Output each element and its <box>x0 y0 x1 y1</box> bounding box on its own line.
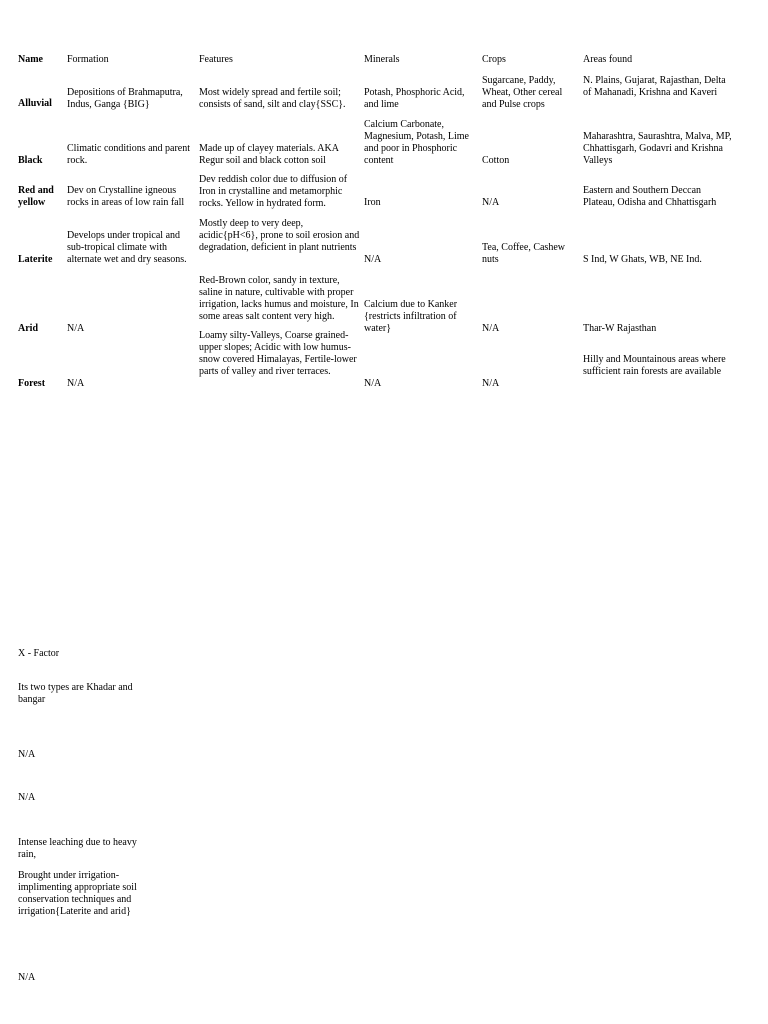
row-name: Red and yellow <box>18 185 54 208</box>
header-formation: Formation <box>67 54 109 65</box>
xfactor-header: X - Factor <box>18 648 60 659</box>
row-features: Red-Brown color, sandy in texture, saline in nature, cultivable with proper irrigation, lacks humus and moisture, In some areas salt content very high. <box>199 275 359 322</box>
header-features: Features <box>199 54 233 65</box>
row-name: Forest <box>18 378 46 389</box>
row-name: Arid <box>18 323 38 334</box>
row-formation: Dev on Crystalline igneous rocks in areas of low rain fall <box>67 185 185 208</box>
row-minerals: Iron <box>364 197 381 208</box>
row-formation: N/A <box>67 378 85 389</box>
row-crops: Cotton <box>482 155 510 166</box>
row-features: Dev reddish color due to diffusion of Iron in crystalline and metamorphic rocks. Yellow in hydrated form. <box>199 174 348 209</box>
row-areas: N. Plains, Gujarat, Rajasthan, Delta of Mahanadi, Krishna and Kaveri <box>583 75 726 98</box>
header-minerals: Minerals <box>364 54 400 65</box>
row-crops: N/A <box>482 323 500 334</box>
xfactor-item: N/A <box>18 972 36 983</box>
row-features: Made up of clayey materials. AKA Regur soil and black cotton soil <box>199 143 339 166</box>
row-areas: Thar-W Rajasthan <box>583 323 657 334</box>
row-areas: Maharashtra, Saurashtra, Malva, MP, Chhattisgarh, Godavri and Krishna Valleys <box>583 131 732 166</box>
header-areas: Areas found <box>583 54 633 65</box>
row-features: Most widely spread and fertile soil; consists of sand, silt and clay{SSC}. <box>199 87 346 110</box>
header-name: Name <box>18 54 43 65</box>
row-features: Loamy silty-Valleys, Coarse grained-upper slopes; Acidic with low humus-snow covered Himalayas, Fertile-lower parts of valley and river terraces. <box>199 330 357 377</box>
row-areas: S Ind, W Ghats, WB, NE Ind. <box>583 254 702 265</box>
xfactor-item: Intense leaching due to heavy rain, <box>18 837 137 860</box>
row-minerals: Calcium due to Kanker {restricts infiltration of water} <box>364 299 458 334</box>
row-minerals: N/A <box>364 254 382 265</box>
row-crops: Sugarcane, Paddy, Wheat, Other cereal and Pulse crops <box>482 75 563 110</box>
row-minerals: N/A <box>364 378 382 389</box>
xfactor-item: N/A <box>18 792 36 803</box>
row-crops: Tea, Coffee, Cashew nuts <box>482 242 565 265</box>
row-formation: Develops under tropical and sub-tropical climate with alternate wet and dry seasons. <box>67 230 187 265</box>
header-crops: Crops <box>482 54 506 65</box>
xfactor-item: Its two types are Khadar and bangar <box>18 682 133 705</box>
row-areas: Eastern and Southern Deccan Plateau, Odisha and Chhattisgarh <box>583 185 717 208</box>
row-formation: Climatic conditions and parent rock. <box>67 143 191 166</box>
row-areas: Hilly and Mountainous areas where sufficient rain forests are available <box>583 354 726 377</box>
row-formation: N/A <box>67 323 85 334</box>
row-name: Alluvial <box>18 98 52 109</box>
row-name: Black <box>18 155 43 166</box>
row-name: Laterite <box>18 254 53 265</box>
row-formation: Depositions of Brahmaputra, Indus, Ganga {BIG} <box>67 87 183 110</box>
xfactor-item: N/A <box>18 749 36 760</box>
row-crops: N/A <box>482 378 500 389</box>
xfactor-item: Brought under irrigation-implimenting appropriate soil conservation techniques and irrigation{Laterite and arid} <box>18 870 137 917</box>
row-minerals: Calcium Carbonate, Magnesium, Potash, Lime and poor in Phosphoric content <box>364 119 469 166</box>
row-crops: N/A <box>482 197 500 208</box>
row-minerals: Potash, Phosphoric Acid, and lime <box>364 87 465 110</box>
row-features: Mostly deep to very deep, acidic{pH<6}, prone to soil erosion and degradation, deficient in plant nutrients <box>199 218 360 253</box>
